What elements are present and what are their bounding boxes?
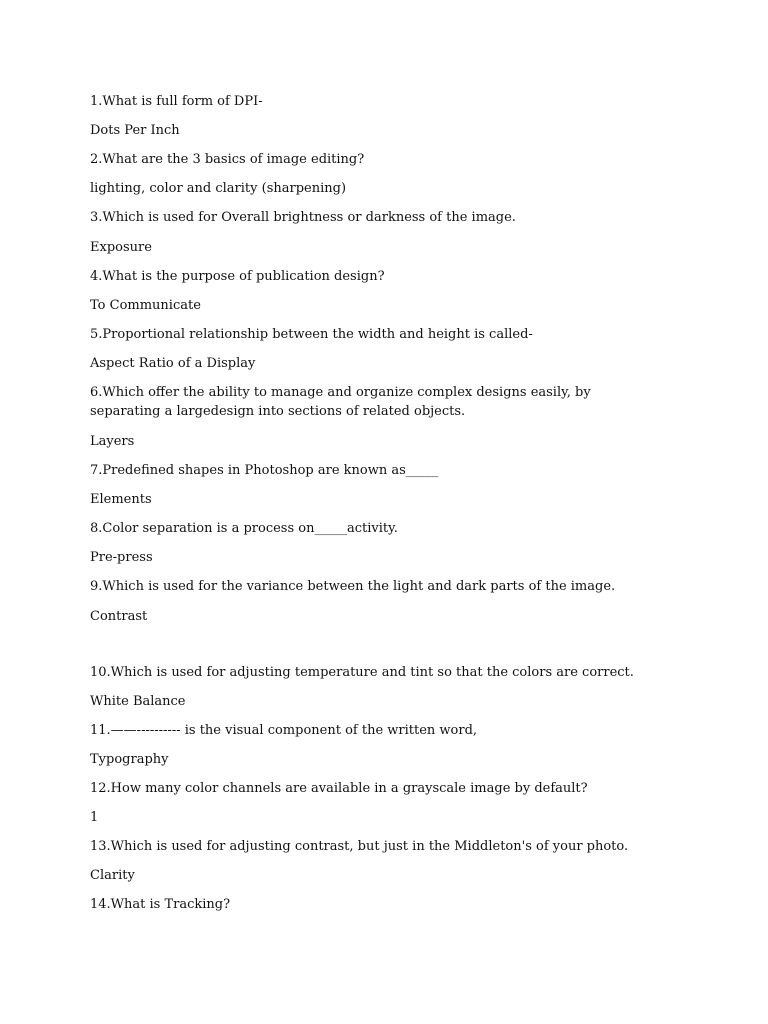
answer-12: 1 — [90, 810, 99, 825]
question-10: 10.Which is used for adjusting temperature and tint so that the colors are correct. — [90, 665, 634, 680]
question-12: 12.How many color channels are available in a grayscale image by default? — [90, 781, 588, 796]
question-8: 8.Color separation is a process on_____activity. — [90, 521, 398, 536]
question-3: 3.Which is used for Overall brightness or darkness of the image. — [90, 210, 516, 225]
answer-3: Exposure — [90, 240, 152, 255]
answer-11: Typography — [90, 752, 169, 767]
question-6: 6.Which offer the ability to manage and organize complex designs easily, by separating a largedesign into sections of related objects. — [90, 385, 591, 419]
answer-5: Aspect Ratio of a Display — [90, 356, 256, 371]
answer-1: Dots Per Inch — [90, 123, 180, 138]
answer-9: Contrast — [90, 609, 148, 624]
question-2: 2.What are the 3 basics of image editing? — [90, 152, 365, 167]
question-7: 7.Predefined shapes in Photoshop are known as_____ — [90, 463, 439, 478]
question-5: 5.Proportional relationship between the width and height is called- — [90, 327, 533, 342]
question-9: 9.Which is used for the variance between the light and dark parts of the image. — [90, 579, 616, 594]
answer-6: Layers — [90, 434, 135, 449]
answer-4: To Communicate — [90, 298, 201, 313]
question-14: 14.What is Tracking? — [90, 897, 231, 912]
answer-8: Pre-press — [90, 550, 153, 565]
answer-2: lighting, color and clarity (sharpening) — [90, 181, 347, 196]
answer-10: White Balance — [90, 694, 186, 709]
question-11: 11.——---------- is the visual component of the written word, — [90, 723, 478, 738]
answer-7: Elements — [90, 492, 152, 507]
question-13: 13.Which is used for adjusting contrast, but just in the Middleton's of your photo. — [90, 839, 629, 854]
question-1: 1.What is full form of DPI- — [90, 94, 263, 109]
question-4: 4.What is the purpose of publication design? — [90, 269, 385, 284]
answer-13: Clarity — [90, 868, 135, 883]
